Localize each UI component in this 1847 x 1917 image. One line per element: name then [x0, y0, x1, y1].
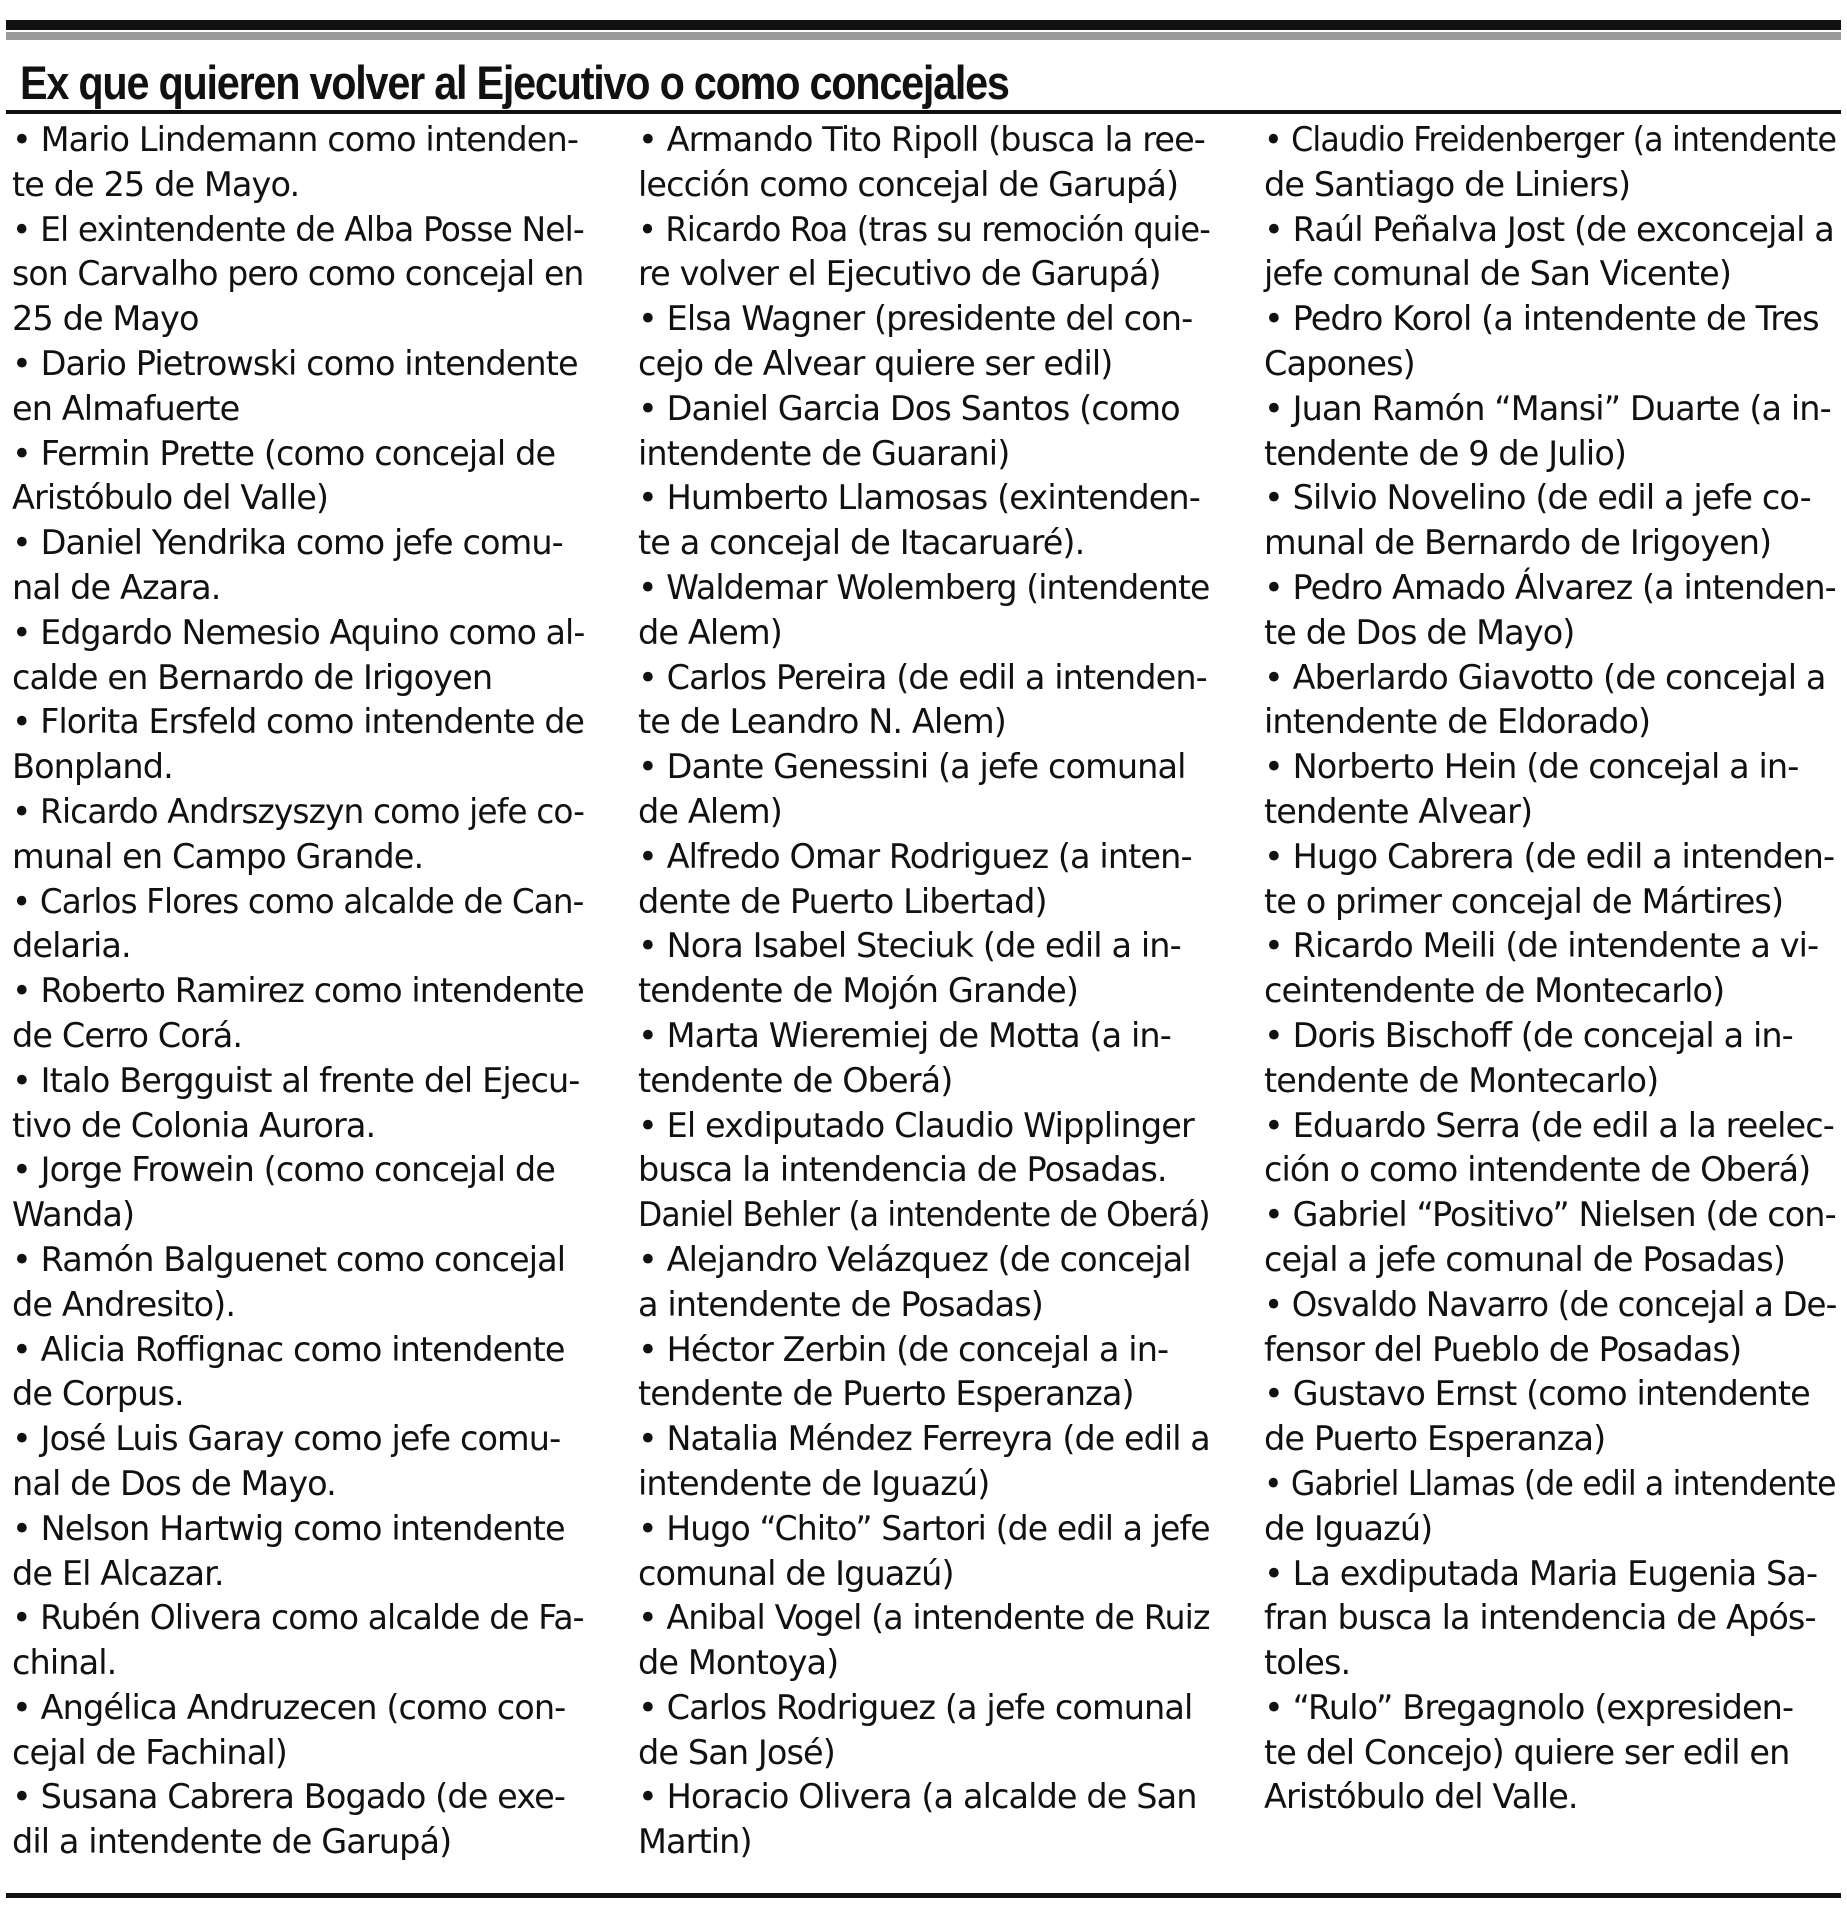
text-line: • Angélica Andruzecen (como con-: [12, 1687, 566, 1727]
text-line: ción o como intendente de Oberá): [1264, 1150, 1811, 1190]
text-line: te de 25 de Mayo.: [12, 164, 300, 204]
text-line: • Natalia Méndez Ferreyra (de edil a: [638, 1419, 1210, 1459]
text-line: • Ramón Balguenet como concejal: [12, 1239, 566, 1279]
text-line: • Carlos Flores como alcalde de Can-: [12, 881, 584, 921]
text-line: • Ricardo Roa (tras su remoción quie-: [638, 209, 1211, 249]
text-line: de San José): [638, 1732, 835, 1772]
text-line: • Carlos Rodriguez (a jefe comunal: [638, 1687, 1193, 1727]
text-line: • Jorge Frowein (como concejal de: [12, 1150, 555, 1190]
text-line: • Dante Genessini (a jefe comunal: [638, 747, 1186, 787]
text-line: • Ricardo Meili (de intendente a vi-: [1264, 926, 1819, 966]
text-line: nal de Dos de Mayo.: [12, 1463, 336, 1503]
bottom-rule: [6, 1893, 1841, 1898]
text-line: de Montoya): [638, 1643, 839, 1683]
text-line: • Osvaldo Navarro (de concejal a De-: [1264, 1284, 1837, 1324]
text-line: • Anibal Vogel (a intendente de Ruiz: [638, 1598, 1210, 1638]
text-line: en Almafuerte: [12, 388, 240, 428]
text-line: • Marta Wieremiej de Motta (a in-: [638, 1015, 1171, 1055]
text-line: re volver el Ejecutivo de Garupá): [638, 254, 1161, 294]
text-line: • Mario Lindemann como intenden-: [12, 120, 579, 159]
text-line: de Santiago de Liniers): [1264, 164, 1631, 204]
text-line: de Andresito).: [12, 1284, 236, 1324]
text-line: lección como concejal de Garupá): [638, 164, 1179, 204]
text-line: chinal.: [12, 1643, 117, 1683]
text-line: tendente de Montecarlo): [1264, 1060, 1659, 1100]
text-line: • Daniel Yendrika como jefe comu-: [12, 523, 563, 563]
column-1: [12, 118, 584, 1865]
text-line: de Cerro Corá.: [12, 1015, 243, 1055]
text-line: te del Concejo) quiere ser edil en: [1264, 1732, 1790, 1772]
text-line: • Daniel Garcia Dos Santos (como: [638, 388, 1180, 428]
text-line: Martin): [638, 1822, 752, 1862]
text-line: son Carvalho pero como concejal en: [12, 254, 584, 294]
text-line: • Italo Bergguist al frente del Ejecu-: [12, 1060, 580, 1100]
text-line: • Pedro Korol (a intendente de Tres: [1264, 299, 1819, 339]
text-line: • Elsa Wagner (presidente del con-: [638, 299, 1193, 339]
text-line: munal de Bernardo de Irigoyen): [1264, 523, 1772, 563]
text-line: • Héctor Zerbin (de concejal a in-: [638, 1329, 1169, 1369]
text-line: te o primer concejal de Mártires): [1264, 881, 1784, 921]
text-line: dente de Puerto Libertad): [638, 881, 1047, 921]
text-line: • Juan Ramón “Mansi” Duarte (a in-: [1264, 388, 1831, 428]
text-line: fensor del Pueblo de Posadas): [1264, 1329, 1742, 1369]
text-line: tendente de 9 de Julio): [1264, 433, 1627, 473]
text-line: • Nora Isabel Steciuk (de edil a in-: [638, 926, 1181, 966]
text-line: • Ricardo Andrszyszyn como jefe co-: [12, 791, 585, 831]
text-line: • Gabriel Llamas (de edil a intendente: [1264, 1463, 1836, 1503]
text-line: de Iguazú): [1264, 1508, 1433, 1548]
text-line: de El Alcazar.: [12, 1553, 224, 1593]
headline-rule: [6, 110, 1841, 114]
text-line: • Gabriel “Positivo” Nielsen (de con-: [1264, 1195, 1836, 1235]
text-line: a intendente de Posadas): [638, 1284, 1043, 1324]
text-line: • Nelson Hartwig como intendente: [12, 1508, 565, 1548]
text-line: toles.: [1264, 1643, 1351, 1683]
text-line: • Armando Tito Ripoll (busca la ree-: [638, 120, 1205, 159]
text-line: • Pedro Amado Álvarez (a intenden-: [1264, 567, 1836, 607]
text-line: nal de Azara.: [12, 567, 221, 607]
text-line: • Doris Bischoff (de concejal a in-: [1264, 1015, 1793, 1055]
text-line: calde en Bernardo de Irigoyen: [12, 657, 493, 697]
text-line: tendente Alvear): [1264, 791, 1533, 831]
top-rule: [6, 20, 1841, 30]
text-line: te de Leandro N. Alem): [638, 702, 1006, 742]
text-line: Wanda): [12, 1195, 135, 1235]
text-line: dil a intendente de Garupá): [12, 1822, 452, 1862]
text-line: • Gustavo Ernst (como intendente: [1264, 1374, 1810, 1414]
text-line: comunal de Iguazú): [638, 1553, 954, 1593]
text-line: • Roberto Ramirez como intendente: [12, 971, 584, 1011]
text-line: • Aberlardo Giavotto (de concejal a: [1264, 657, 1826, 697]
text-line: • Fermin Prette (como concejal de: [12, 433, 556, 473]
text-line: • Rubén Olivera como alcalde de Fa-: [12, 1598, 584, 1638]
text-line: • Edgardo Nemesio Aquino como al-: [12, 612, 585, 652]
text-line: • Carlos Pereira (de edil a intenden-: [638, 657, 1207, 697]
text-line: tendente de Puerto Esperanza): [638, 1374, 1134, 1414]
text-line: cejal a jefe comunal de Posadas): [1264, 1239, 1785, 1279]
text-line: • “Rulo” Bregagnolo (expresiden-: [1264, 1687, 1794, 1727]
text-line: • Alicia Roffignac como intendente: [12, 1329, 565, 1369]
column-3: [1264, 118, 1836, 1820]
text-line: jefe comunal de San Vicente): [1264, 254, 1732, 294]
grey-rule: [6, 32, 1841, 40]
text-line: • Norberto Hein (de concejal a in-: [1264, 747, 1799, 787]
text-line: tendente de Mojón Grande): [638, 971, 1079, 1011]
text-line: munal en Campo Grande.: [12, 836, 424, 876]
text-line: • Silvio Novelino (de edil a jefe co-: [1264, 478, 1811, 518]
text-line: • Dario Pietrowski como intendente: [12, 343, 578, 383]
text-line: fran busca la intendencia de Após-: [1264, 1598, 1816, 1638]
text-line: de Puerto Esperanza): [1264, 1419, 1606, 1459]
text-line: • La exdiputada Maria Eugenia Sa-: [1264, 1553, 1818, 1593]
text-line: • Florita Ersfeld como intendente de: [12, 702, 585, 742]
text-line: Bonpland.: [12, 747, 173, 787]
text-line: ceintendente de Montecarlo): [1264, 971, 1725, 1011]
text-line: cejo de Alvear quiere ser edil): [638, 343, 1113, 383]
text-line: • Waldemar Wolemberg (intendente: [638, 567, 1210, 607]
text-line: Aristóbulo del Valle.: [1264, 1777, 1578, 1817]
text-line: • José Luis Garay como jefe comu-: [12, 1419, 561, 1459]
text-line: • Hugo Cabrera (de edil a intenden-: [1264, 836, 1835, 876]
text-line: • Humberto Llamosas (exintenden-: [638, 478, 1200, 518]
text-line: tendente de Oberá): [638, 1060, 953, 1100]
text-line: intendente de Iguazú): [638, 1463, 990, 1503]
text-line: • El exdiputado Claudio Wipplinger: [638, 1105, 1194, 1145]
text-line: intendente de Guarani): [638, 433, 1010, 473]
text-line: Aristóbulo del Valle): [12, 478, 329, 518]
text-line: de Corpus.: [12, 1374, 184, 1414]
text-line: • Claudio Freidenberger (a intendente: [1264, 120, 1837, 159]
text-line: • Horacio Olivera (a alcalde de San: [638, 1777, 1197, 1817]
text-line: te a concejal de Itacaruaré).: [638, 523, 1085, 563]
text-line: te de Dos de Mayo): [1264, 612, 1575, 652]
text-line: Daniel Behler (a intendente de Oberá): [638, 1195, 1210, 1235]
headline: Ex que quieren volver al Ejecutivo o como concejales: [20, 56, 1009, 109]
column-2: [638, 118, 1210, 1865]
text-line: • Eduardo Serra (de edil a la reelec-: [1264, 1105, 1834, 1145]
text-line: Capones): [1264, 343, 1415, 383]
text-line: cejal de Fachinal): [12, 1732, 287, 1772]
text-line: delaria.: [12, 926, 131, 966]
text-line: intendente de Eldorado): [1264, 702, 1651, 742]
text-line: • Alejandro Velázquez (de concejal: [638, 1239, 1191, 1279]
text-line: • Raúl Peñalva Jost (de exconcejal a: [1264, 209, 1834, 249]
text-line: busca la intendencia de Posadas.: [638, 1150, 1167, 1190]
text-line: tivo de Colonia Aurora.: [12, 1105, 376, 1145]
text-line: 25 de Mayo: [12, 299, 199, 339]
text-line: de Alem): [638, 791, 782, 831]
text-line: • Alfredo Omar Rodriguez (a inten-: [638, 836, 1192, 876]
text-line: • Susana Cabrera Bogado (de exe-: [12, 1777, 566, 1817]
text-line: • El exintendente de Alba Posse Nel-: [12, 209, 584, 249]
text-line: • Hugo “Chito” Sartori (de edil a jefe: [638, 1508, 1210, 1548]
text-line: de Alem): [638, 612, 782, 652]
